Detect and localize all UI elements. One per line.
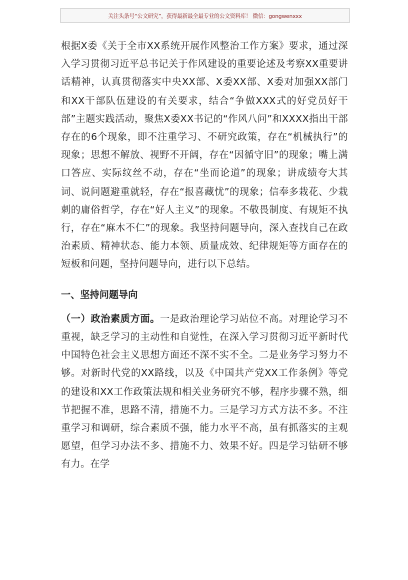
subsection-heading: （一）政治素质方面。	[61, 313, 161, 325]
subsection-body: 一是政治理论学习站位不高。对理论学习不重视，缺乏学习的主动性和自觉性，在深入学习贯彻习近平新时代中国特色社会主义思想方面还不深不实不全。二是业务学习努力不够。对新时代党的XX路线，以及《中国共产党XX工作条例》等党的建设和XX工作政策法规和相关业务研究不够，程序步骤不熟，细节把握不准，思路不清，措施不力。三是学习方式方法不多。不注重学习和调研，综合素质不强，能力水平不高，虽有抓落实的主观愿望，但学习办法不多、措施不力、效果不好。四是学习钻研不够有力。在学	[61, 313, 349, 471]
top-banner	[60, 8, 350, 23]
political-quality-paragraph	[61, 311, 348, 475]
banner-text: 关注头条号“公文研究”，获得最新最全最专业的公文资料库！ 微信：gongwenxxx	[108, 13, 302, 20]
section-heading: 一、坚持问题导向	[61, 289, 138, 301]
document-body	[61, 38, 348, 475]
intro-paragraph: 根据X委《关于全市XX系统开展作风整治工作方案》要求，通过深入学习贯彻习近平总书记关于作风建设的重要论述及考察XX重要讲话精神，认真贯彻落实中央XX部、X委XX部、X委对加强XX部门和XX干部队伍建设的有关要求，结合“争做XXX式的好党员好干部”主题实践活动，聚焦X委XX书记的“作风八问”和XXXX指出干部存在的6个现象，即不注重学习、不研究政策，存在“机械执行”的现象；思想不解放、视野不开阔，存在“因循守旧”的现象；嘴上满口答应、实际纹丝不动，存在“坐而论道”的现象；讲成绩夸大其词、说问题避重就轻，存在“报喜藏忧”的现象；信奉多栽花、少栽刺的庸俗哲学，存在“好人主义”的现象。不敬畏制度、有规矩不执行，存在“麻木不仁”的现象。我坚持问题导向，深入查找自己在政治素质、精神状态、能力本领、质量成效、纪律规矩等方面存在的短板和问题，坚持问题导向，进行以下总结。	[61, 41, 348, 271]
